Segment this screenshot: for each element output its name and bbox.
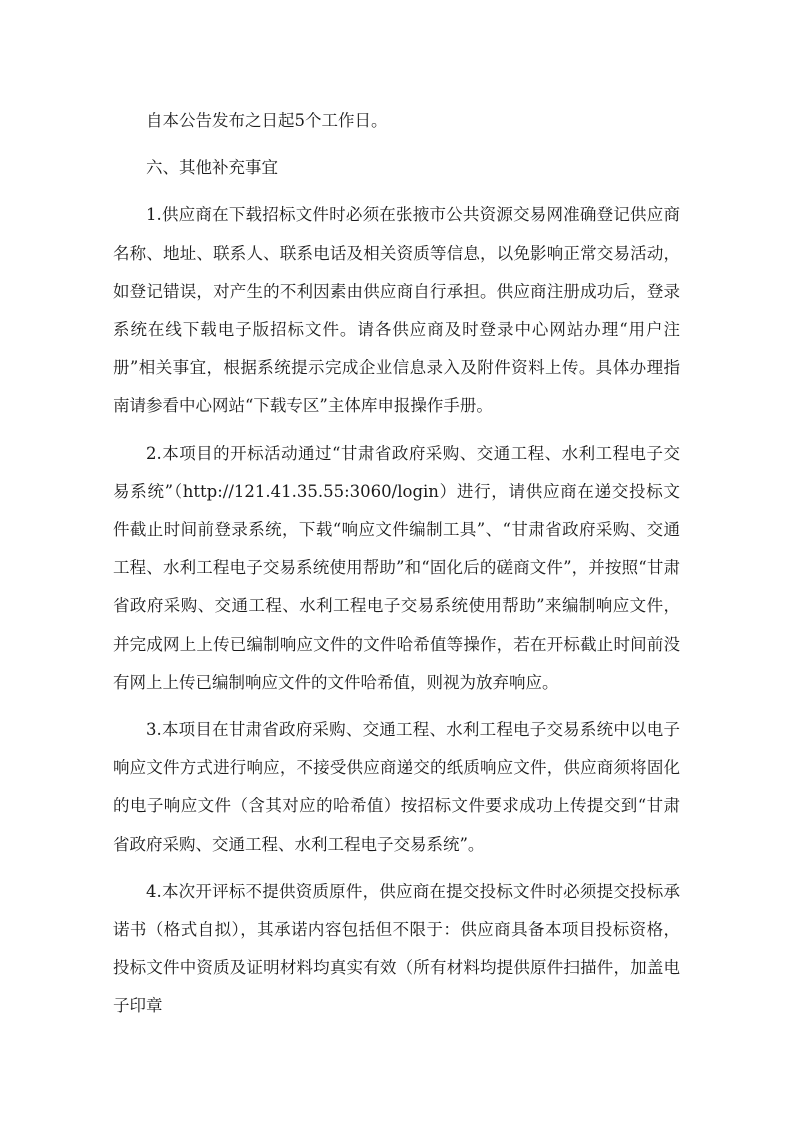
paragraph-item-3: 3.本项目在甘肃省政府采购、交通工程、水利工程电子交易系统中以电子响应文件方式进行响应，不接受供应商递交的纸质响应文件，供应商须将固化的电子响应文件（含其对应的哈希值）按招标文件要求成功上传提交到“甘肃省政府采购、交通工程、水利工程电子交易系统”。 xyxy=(113,720,680,854)
paragraph-item-1: 1.供应商在下载招标文件时必须在张掖市公共资源交易网准确登记供应商名称、地址、联系人、联系电话及相关资质等信息，以免影响正常交易活动，如登记错误，对产生的不利因素由供应商自行承担。供应商注册成功后，登录系统在线下载电子版招标文件。请各供应商及时登录中心网站办理“用户注册”相关事宜，根据系统提示完成企业信息录入及附件资料上传。具体办理指南请参看中心网站“下载专区”主体库申报操作手册。 xyxy=(113,205,680,416)
paragraph-deadline: 自本公告发布之日起5个工作日。 xyxy=(146,111,388,130)
paragraph-item-4: 4.本次开评标不提供资质原件，供应商在提交投标文件时必须提交投标承诺书（格式自拟），其承诺内容包括但不限于：供应商具备本项目投标资格，投标文件中资质及证明材料均真实有效（所有材料均提供原件扫描件，加盖电子印章 xyxy=(113,881,680,1016)
paragraph-item-2: 2.本项目的开标活动通过“甘肃省政府采购、交通工程、水利工程电子交易系统”（http://121.41.35.55:3060/login）进行，请供应商在递交投标文件截止时间前登录系统，下载“响应文件编制工具”、“甘肃省政府采购、交通工程、水利工程电子交易系统使用帮助”和“固化后的磋商文件”，并按照“甘肃省政府采购、交通工程、水利工程电子交易系统使用帮助”来编制响应文件，并完成网上上传已编制响应文件的文件哈希值等操作，若在开标截止时间前没有网上上传已编制响应文件的文件哈希值，则视为放弃响应。 xyxy=(113,443,680,692)
section-heading-other-matters: 六、其他补充事宜 xyxy=(146,158,278,178)
